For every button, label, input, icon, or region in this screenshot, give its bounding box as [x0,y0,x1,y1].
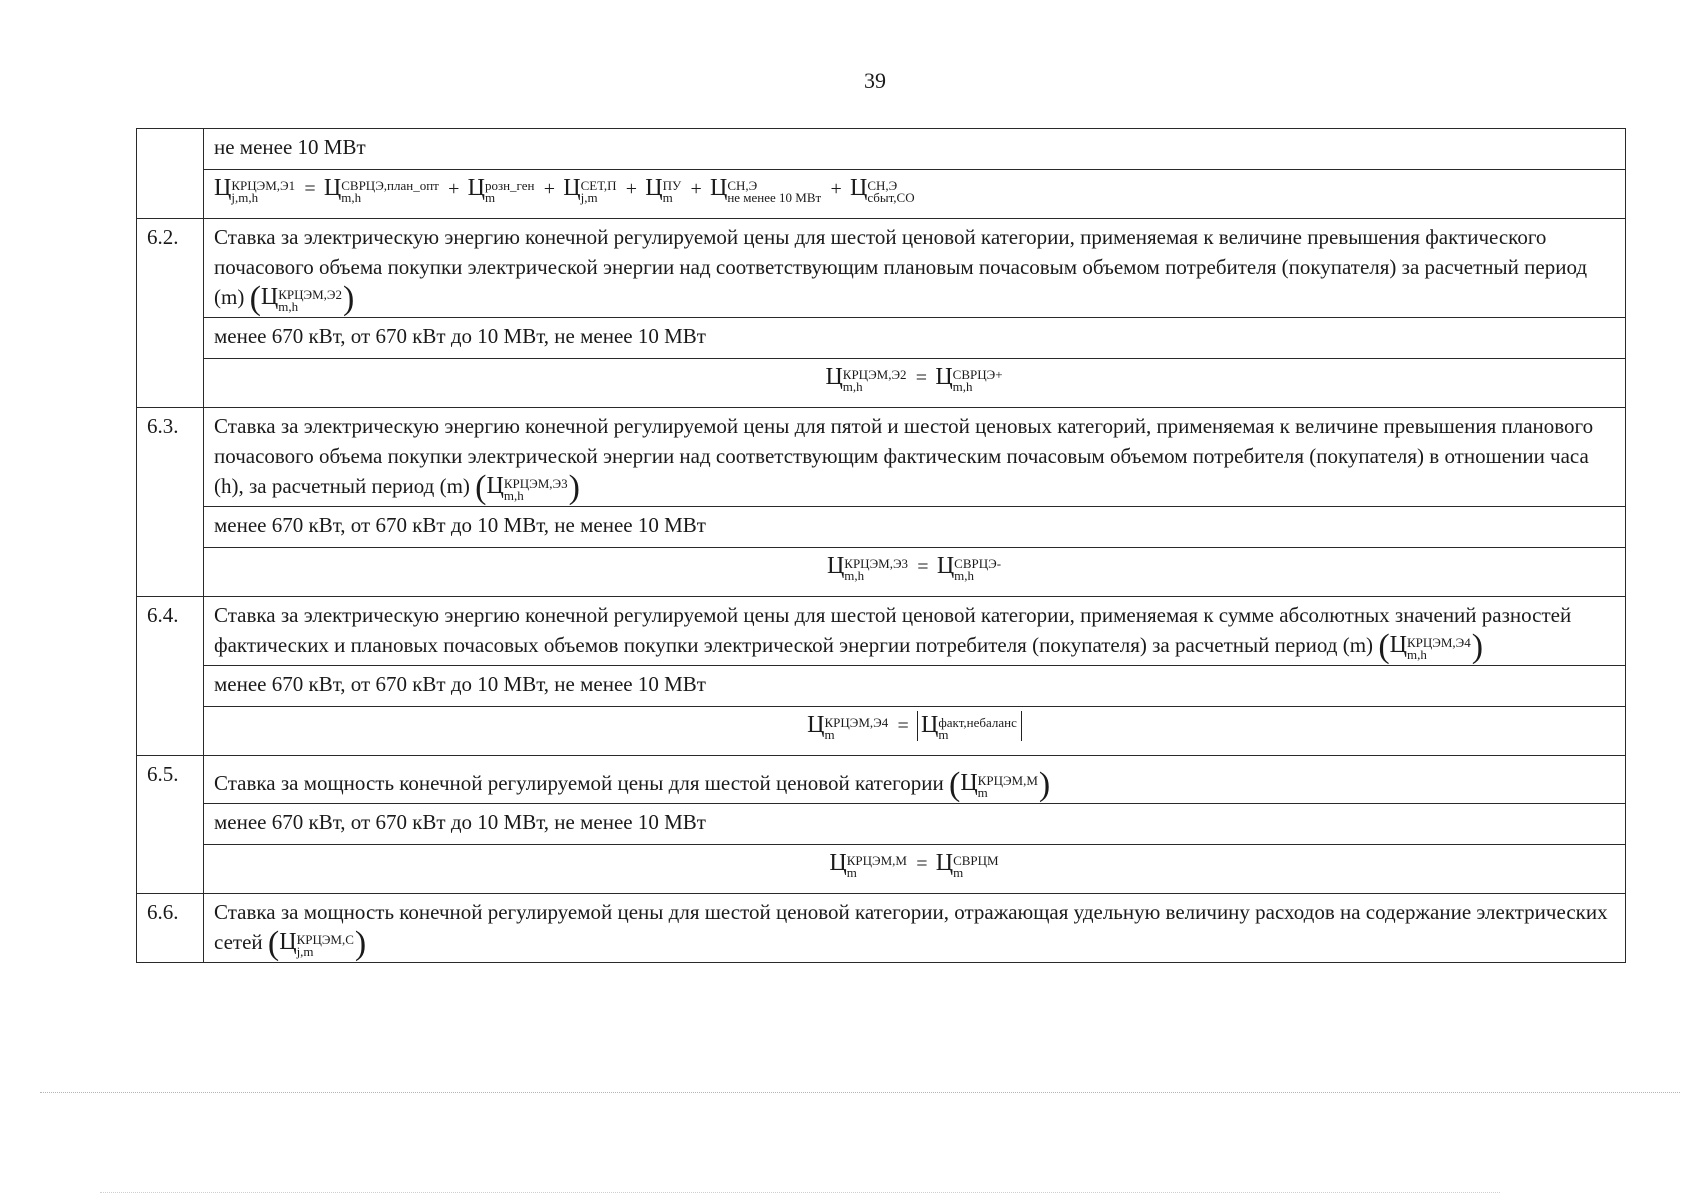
table-row [137,756,1626,804]
table-row [137,318,1626,359]
page-number: 39 [864,68,886,93]
formula-e3: Ц КРЦЭМ,Э3 m,h = Ц СВРЦЭ- m,h [204,548,1626,597]
table-row [137,845,1626,894]
row-number: 6.4. [137,597,204,756]
row-title: Ставка за электрическую энергию конечной регулируемой цены для шестой ценовой категории, применяемая к величине превышения фактического почасового объема покупки электрической энергии над соответствующим плановым почасовым объемом потребителя (покупателя) за расчетный период (m) (Ц КРЦЭМ,Э2 m,h ) [204,219,1626,318]
scan-dotted-line [40,1092,1680,1093]
row-title: Ставка за мощность конечной регулируемой цены для шестой ценовой категории, отражающая удельную величину расходов на содержание электрических сетей (Ц КРЦЭМ,С j,m ) [204,894,1626,963]
row-number: 6.2. [137,219,204,408]
table-row [137,666,1626,707]
formula-e1: Ц КРЦЭМ,Э1 j,m,h = Ц СВРЦЭ,план_опт m,h + Ц розн_ген m + Ц СЕТ,П j,m + Ц ПУ m + Ц СН,Э не менее 10 МВт + Ц СН,Э сбыт,СО [204,170,1626,219]
row-subtitle: не менее 10 МВт [204,129,1626,170]
scan-dotted-line [100,1192,1500,1193]
table-row [137,707,1626,756]
table-row [137,170,1626,219]
formula-e4: Ц КРЦЭМ,Э4 m = Ц факт,небаланс m [204,707,1626,756]
formula-e2: Ц КРЦЭМ,Э2 m,h = Ц СВРЦЭ+ m,h [204,359,1626,408]
row-subtitle: менее 670 кВт, от 670 кВт до 10 МВт, не менее 10 МВт [204,804,1626,845]
row-title: Ставка за электрическую энергию конечной регулируемой цены для шестой ценовой категории, применяемая к сумме абсолютных значений разностей фактических и плановых почасовых объемов покупки электрической энергии потребителя (покупателя) за расчетный период (m) (Ц КРЦЭМ,Э4 m,h ) [204,597,1626,666]
table-row [137,129,1626,170]
row-number-cell [137,129,204,219]
row-subtitle: менее 670 кВт, от 670 кВт до 10 МВт, не менее 10 МВт [204,666,1626,707]
tariff-table [136,128,1626,963]
table-row [137,359,1626,408]
row-title: Ставка за электрическую энергию конечной регулируемой цены для пятой и шестой ценовых категорий, применяемая к величине превышения планового почасового объема покупки электрической энергии над соответствующим фактическим почасовым объемом потребителя (покупателя) в отношении часа (h), за расчетный период (m) (Ц КРЦЭМ,Э3 m,h ) [204,408,1626,507]
row-subtitle: менее 670 кВт, от 670 кВт до 10 МВт, не менее 10 МВт [204,318,1626,359]
table-row [137,597,1626,666]
row-number: 6.6. [137,894,204,963]
row-title: Ставка за мощность конечной регулируемой цены для шестой ценовой категории (Ц КРЦЭМ,М m ) [204,756,1626,804]
row-number: 6.3. [137,408,204,597]
table-row [137,507,1626,548]
row-number: 6.5. [137,756,204,894]
table-row [137,408,1626,507]
table-row [137,219,1626,318]
row-subtitle: менее 670 кВт, от 670 кВт до 10 МВт, не менее 10 МВт [204,507,1626,548]
formula-m: Ц КРЦЭМ,М m = Ц СВРЦМ m [204,845,1626,894]
table-row [137,548,1626,597]
table-row [137,804,1626,845]
table-row [137,894,1626,963]
